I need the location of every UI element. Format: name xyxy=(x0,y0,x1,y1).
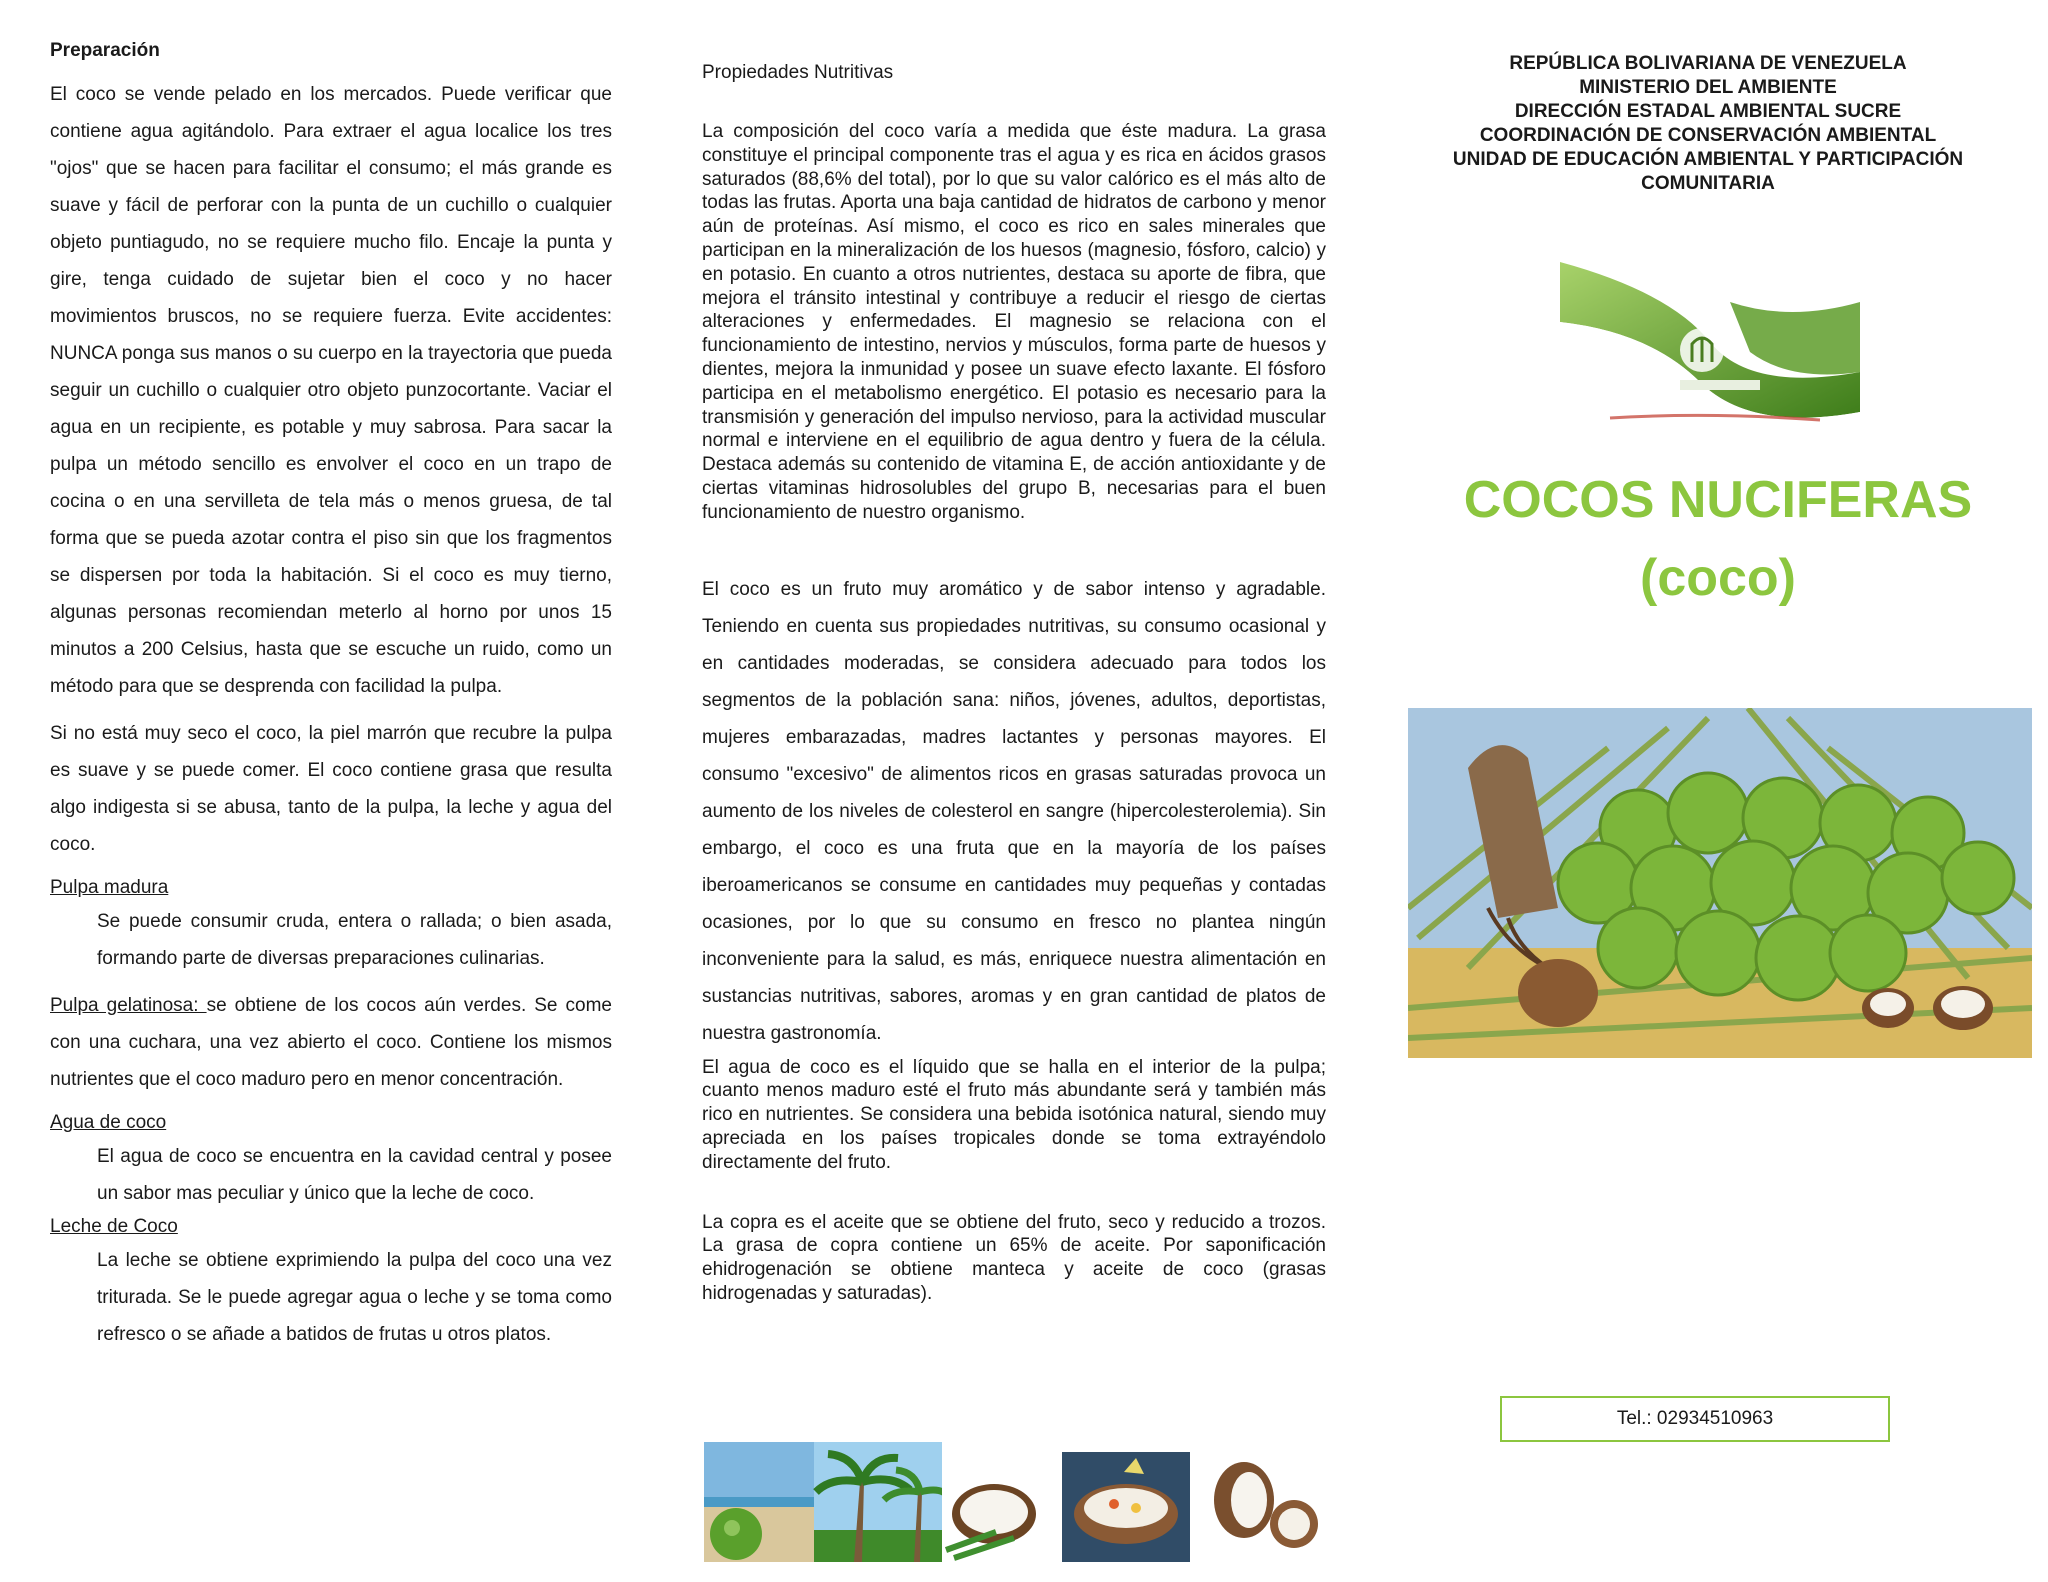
telephone-box xyxy=(1500,1396,1890,1442)
paragraph-preparacion: El coco se vende pelado en los mercados. Puede verificar que contiene agua agitándolo. Para extraer el agua localice los tres "ojos" que se hacen para facilitar el consumo; el más grande es suave y fácil de perforar con la punta de un cuchillo o cualquier objeto puntiagudo, no se requiere mucho filo. Encaje la punta y gire, tenga cuidado de sujetar bien el coco y no hacer movimientos bruscos, no se requiere fuerza. Evite accidentes: NUNCA ponga sus manos o su cuerpo en la trayectoria que pueda seguir un cuchillo o cualquier otro objeto punzocortante. Vaciar el agua en un recipiente, es potable y muy sabrosa. Para sacar la pulpa un método sencillo es envolver el coco en un trapo de cocina o en una servilleta de tela más o menos gruesa, de tal forma que se pueda azotar contra el piso sin que los fragmentos se dispersen por toda la habitación. Si el coco es muy tierno, algunas personas recomiendan meterlo al horno por unos 15 minutos a 200 Celsius, hasta que se escuche un ruido, como un método para que se desprenda con facilidad la pulpa. xyxy=(50,84,612,697)
ministry-logo-image xyxy=(1560,262,1860,438)
paragraph-pulpa-gelatinosa xyxy=(50,987,612,1098)
institution-line-3: DIRECCIÓN ESTADAL AMBIENTAL SUCRE xyxy=(1514,101,1902,122)
institution-line-4: COORDINACIÓN DE CONSERVACIÓN AMBIENTAL xyxy=(1479,125,1937,146)
paragraph-leche-de-coco: La leche se obtiene exprimiendo la pulpa del coco una vez triturada. Se le puede agregar agua o leche y se toma como refresco o se añade a batidos de frutas u otros platos. xyxy=(97,1250,612,1345)
coconut-photo-image xyxy=(1408,708,2032,1058)
photo-strip-image xyxy=(704,1442,1334,1562)
paragraph-composicion: La composición del coco varía a medida que éste madura. La grasa constituye el principal componente tras el agua y es rica en ácidos grasos saturados (88,6% del total), por lo que su valor calórico es el más alto de todas las frutas. Aporta una baja cantidad de hidratos de carbono y menor aún de proteínas. Así mismo, el coco es rico en sales minerales que participan en la mineralización de los huesos (magnesio, fósforo, calcio) y en potasio. En cuanto a otros nutrientes, destaca su aporte de fibra, que mejora el tránsito intestinal y contribuye a reducir el riesgo de ciertas alteraciones y enfermedades. El magnesio se relaciona con el funcionamiento de intestino, nervios y músculos, forma parte de huesos y dientes, mejora la inmunidad y posee un suave efecto laxante. El fósforo participa en el metabolismo energético. El potasio es necesario para la transmisión y generación del impulso nervioso, para la actividad muscular normal e interviene en el equilibrio de agua dentro y fuera de la célula. Destaca además su contenido de vitamina E, de acción antioxidante y de ciertas vitaminas hidrosolubles del grupo B, necesarias para el buen funcionamiento de nuestro organismo. xyxy=(702,121,1326,523)
brochure-subtitle: (coco) xyxy=(1640,549,1796,607)
paragraph-agua-liquido: El agua de coco es el líquido que se halla en el interior de la pulpa; cuanto menos maduro esté el fruto más abundante será y también más rico en nutrientes. Se considera una bebida isotónica natural, siendo muy apreciada en los países tropicales donde se toma extrayéndolo directamente del fruto. xyxy=(702,1056,1326,1173)
subheading-leche-de-coco: Leche de Coco xyxy=(50,1216,178,1237)
coconut-photo xyxy=(1408,708,2032,1058)
column-propiedades xyxy=(702,62,1326,1306)
text-pulpa-gelatinosa: se obtiene de los cocos aún verdes. Se come con una cuchara, una vez abierto el coco. Contiene los mismos nutrientes que el coco maduro pero en menor concentración. xyxy=(50,995,612,1090)
paragraph-pulpa-madura: Se puede consumir cruda, entera o rallada; o bien asada, formando parte de diversas preparaciones culinarias. xyxy=(97,911,612,969)
telephone-text: Tel.: 02934510963 xyxy=(1616,1408,1774,1429)
institution-line-1: REPÚBLICA BOLIVARIANA DE VENEZUELA xyxy=(1509,53,1907,74)
institution-header xyxy=(1408,52,2008,196)
institution-line-5: UNIDAD DE EDUCACIÓN AMBIENTAL Y PARTICIPACIÓN xyxy=(1452,149,1964,170)
subheading-pulpa-gelatinosa: Pulpa gelatinosa: xyxy=(50,995,207,1016)
photo-strip xyxy=(704,1442,1334,1562)
paragraph-copra: La copra es el aceite que se obtiene del fruto, seco y reducido a trozos. La grasa de copra contiene un 65% de aceite. Por saponificación ehidrogenación se obtiene manteca y aceite de coco (grasas hidrogenadas y saturadas). xyxy=(702,1211,1326,1304)
institution-line-6: COMUNITARIA xyxy=(1641,173,1775,194)
institution-line-2: MINISTERIO DEL AMBIENTE xyxy=(1579,77,1837,98)
brochure-title: COCOS NUCIFERAS xyxy=(1463,471,1973,529)
paragraph-agua-de-coco: El agua de coco se encuentra en la cavidad central y posee un sabor mas peculiar y único que la leche de coco. xyxy=(97,1146,612,1204)
paragraph-piel: Si no está muy seco el coco, la piel marrón que recubre la pulpa es suave y se puede comer. El coco contiene grasa que resulta algo indigesta si se abusa, tanto de la pulpa, la leche y agua del coco. xyxy=(50,723,612,855)
paragraph-aromatico: El coco es un fruto muy aromático y de sabor intenso y agradable. Teniendo en cuenta sus propiedades nutritivas, su consumo ocasional y en cantidades moderadas, se considera adecuado para todos los segmentos de la población sana: niños, jóvenes, adultos, deportistas, mujeres embarazadas, madres lactantes y personas mayores. El consumo "excesivo" de alimentos ricos en grasas saturadas provoca un aumento de los niveles de colesterol en sangre (hipercolesterolemia). Sin embargo, el coco es una fruta que en la mayoría de los países iberoamericanos se consume en cantidades muy pequeñas y contadas ocasiones, por lo que su consumo en fresco no plantea ningún inconveniente para la salud, es más, enriquece nuestra alimentación en sustancias nutritivas, sabores, aromas y en gran cantidad de platos de nuestra gastronomía. xyxy=(702,578,1326,1044)
ministry-logo xyxy=(1560,262,1860,438)
subheading-agua-de-coco: Agua de coco xyxy=(50,1112,167,1133)
section-heading-propiedades: Propiedades Nutritivas xyxy=(702,62,894,83)
column-preparacion xyxy=(50,40,612,1363)
section-heading-preparacion: Preparación xyxy=(50,40,160,61)
subheading-pulpa-madura: Pulpa madura xyxy=(50,877,169,898)
